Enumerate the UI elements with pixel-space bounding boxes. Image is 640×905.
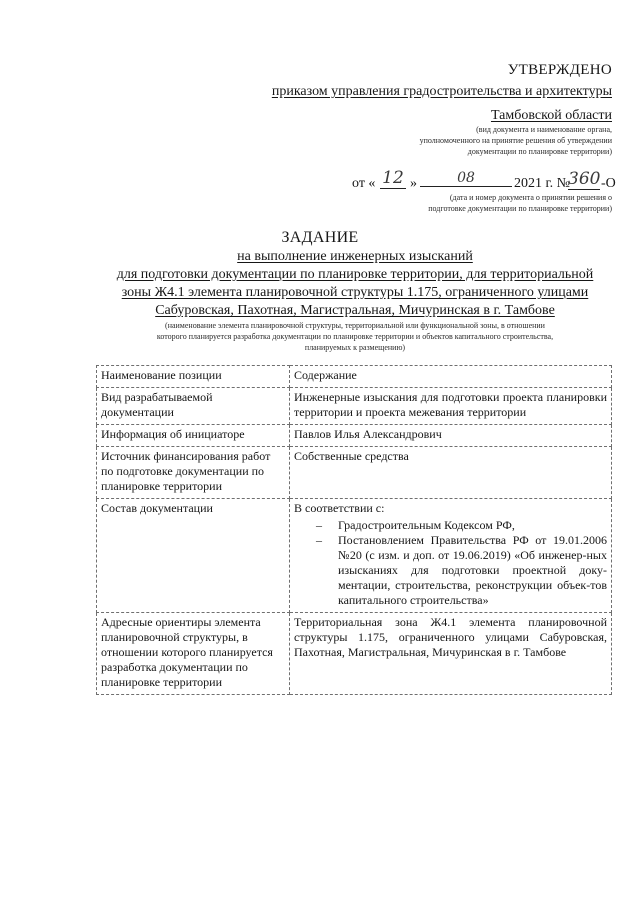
task-note-line1: (наименование элемента планировочной структуры, территориальной или функциональной зоны, в отношении: [165, 321, 545, 330]
date-suffix: -О: [601, 176, 616, 191]
date-note: [352, 192, 612, 214]
table-row: [97, 388, 612, 425]
row-label-composition: Состав документации: [97, 499, 290, 613]
date-year: 2021 г. №: [514, 176, 571, 191]
table-row: [97, 425, 612, 447]
task-subtitle-line3: зоны Ж4.1 элемента планировочной структуры 1.175, ограниченного улицами: [121, 285, 589, 300]
row-value-initiator: Павлов Илья Александрович: [290, 425, 612, 447]
composition-intro: В соответствии с:: [294, 501, 385, 515]
approval-title: УТВЕРЖДЕНО: [507, 62, 612, 78]
approval-authority-line1: приказом управления градостроительства и архитектуры: [271, 84, 612, 99]
row-value-doc-type: Инженерные изыскания для подготовки проекта планировки территории и проекта межевания территории: [290, 388, 612, 425]
row-value-address: Территориальная зона Ж4.1 элемента планировочной структуры 1.175, ограниченного улицами Сабуровская, Пахотная, Магистральная, Мичуринская в г. Тамбове: [290, 613, 612, 695]
row-value-composition: [290, 499, 612, 613]
list-item: – Градостроительным Кодексом РФ,: [294, 518, 607, 533]
composition-list: [294, 518, 607, 608]
approval-note-line3: документации по планировке территории): [467, 147, 612, 156]
table-header-content: Содержание: [290, 366, 612, 388]
table-row: [97, 447, 612, 499]
row-label-address: Адресные ориентиры элемента планировочной структуры, в отношении которого планируется разработка документации по планировке территории: [97, 613, 290, 695]
row-value-funding: Собственные средства: [290, 447, 612, 499]
row-label-doc-type: Вид разрабатываемой документации: [97, 388, 290, 425]
date-day: 12: [380, 168, 406, 189]
date-note-line2: подготовке документации по планировке территории): [428, 204, 612, 213]
approval-note-line2: уполномоченного на принятие решения об утверждении: [419, 136, 612, 145]
approval-authority-line2: Тамбовской области: [490, 108, 612, 123]
task-table: [96, 365, 612, 695]
date-number: 360: [568, 169, 601, 189]
task-note-line2: которого планируется разработка документации по планировке территории и объектов капитального строительства,: [156, 332, 554, 341]
table-header-row: [97, 366, 612, 388]
approval-note-line1: (вид документа и наименование органа,: [476, 125, 612, 134]
date-note-line1: (дата и номер документа о принятии решения о: [449, 193, 612, 202]
table-row: [97, 613, 612, 695]
task-title: ЗАДАНИЕ: [281, 229, 359, 246]
table-row: [97, 499, 612, 613]
task-subtitle: [95, 248, 615, 320]
table-header-position: Наименование позиции: [97, 366, 290, 388]
task-note-line3: планируемых к размещению): [304, 343, 406, 352]
task-subtitle-line2: для подготовки документации по планировке территории, для территориальной: [116, 267, 594, 282]
list-item: – Постановлением Правительства РФ от 19.01.2006 №20 (с изм. и доп. от 19.06.2019) «Об инженер-ных изысканиях для подготовки проектной доку-ментации, строительства, реконструкции объек-тов капитального строительства»: [294, 533, 607, 608]
task-subtitle-line4: Сабуровская, Пахотная, Магистральная, Мичуринская в г. Тамбове: [155, 303, 555, 318]
task-subtitle-line1: на выполнение инженерных изысканий: [237, 249, 473, 264]
row-label-initiator: Информация об инициаторе: [97, 425, 290, 447]
row-label-funding: Источник финансирования работ по подготовке документации по планировке территории: [97, 447, 290, 499]
date-prefix: от «: [352, 176, 376, 191]
approval-note: [352, 124, 612, 157]
task-note: [95, 320, 615, 353]
date-close-quote: »: [410, 176, 417, 191]
date-month: 08: [420, 170, 512, 187]
